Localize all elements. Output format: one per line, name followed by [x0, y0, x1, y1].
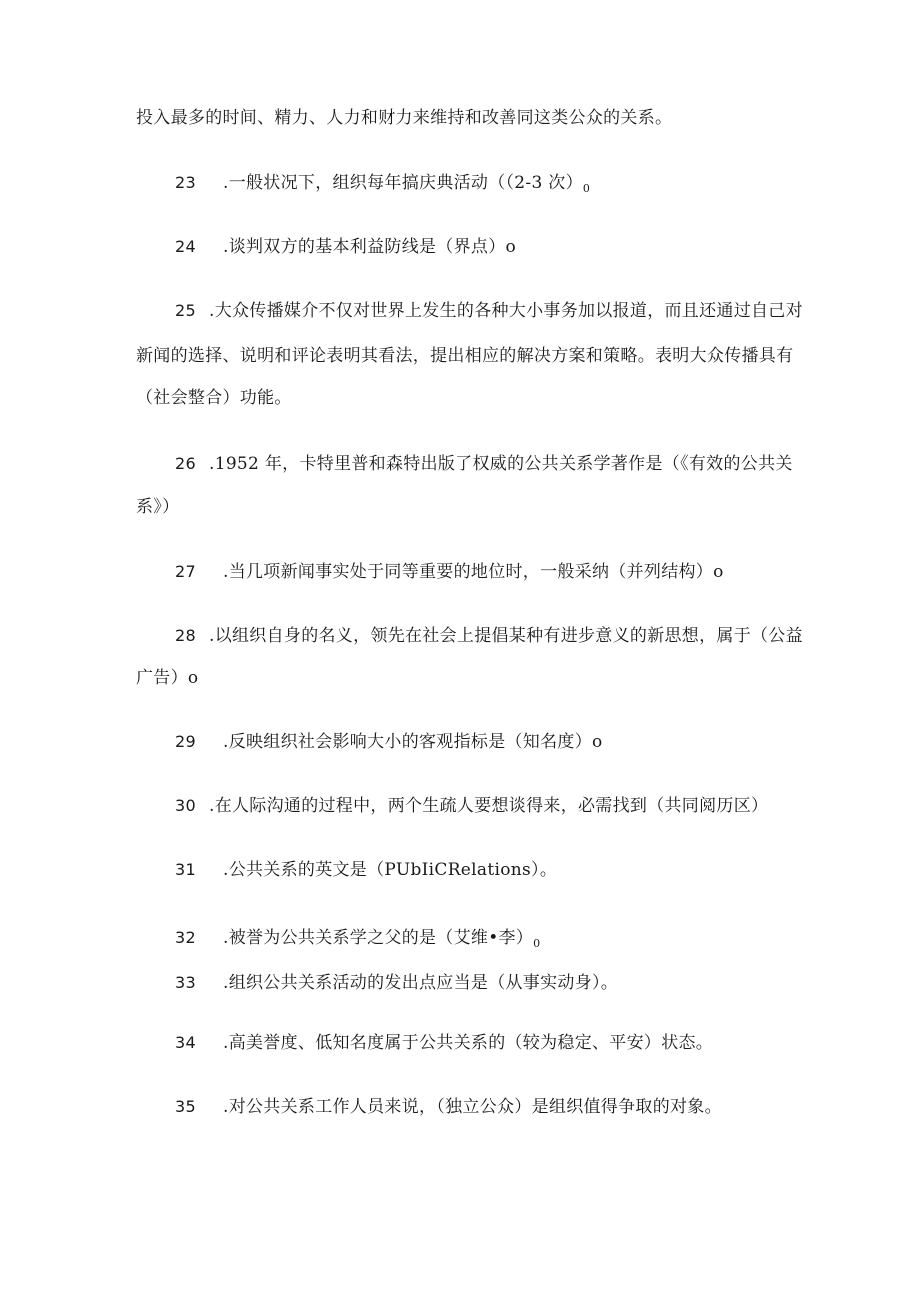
- item-text: .反映组织社会影响大小的客观指标是（知名度）o: [223, 732, 603, 752]
- item-35: [175, 1096, 835, 1118]
- item-text: .高美誉度、低知名度属于公共关系的（较为稳定、平安）状态。: [223, 1033, 714, 1053]
- item-number: 29: [175, 732, 196, 751]
- item-28: [175, 625, 835, 647]
- item-text: .在人际沟通的过程中，两个生疏人要想谈得来，必需找到（共同阅历区）: [209, 796, 769, 816]
- item-26-line-2: 系》）: [136, 497, 180, 517]
- item-number: 35: [175, 1097, 196, 1116]
- item-number: 33: [175, 973, 196, 992]
- item-30: [175, 795, 835, 817]
- item-number: 34: [175, 1033, 196, 1052]
- item-23: [175, 172, 835, 200]
- item-text: .以组织自身的名义，领先在社会上提倡某种有进步意义的新思想，属于（公益: [209, 626, 803, 646]
- item-27: [175, 561, 835, 583]
- item-26: [175, 453, 835, 475]
- item-29: [175, 731, 835, 753]
- item-text: .一般状况下，组织每年搞庆典活动（（2-3 次）: [223, 173, 583, 193]
- item-text: .大众传播媒介不仅对世界上发生的各种大小事务加以报道，而且还通过自己对: [209, 301, 803, 321]
- item-text: .公共关系的英文是（PUbIiCRelations）。: [223, 860, 558, 880]
- item-text: .1952 年，卡特里普和森特出版了权威的公共关系学著作是（《有效的公共关: [209, 454, 793, 474]
- item-31: [175, 859, 835, 881]
- item-28-line-2: 广告）o: [136, 668, 199, 688]
- item-tail: 0: [582, 182, 591, 195]
- item-number: 30: [175, 796, 196, 815]
- item-24: [175, 236, 835, 258]
- item-tail: 0: [533, 937, 541, 950]
- item-25: [175, 300, 835, 322]
- item-number: 26: [175, 454, 196, 473]
- item-text: .组织公共关系活动的发出点应当是（从事实动身）。: [223, 973, 619, 993]
- item-number: 25: [175, 301, 196, 320]
- item-number: 27: [175, 562, 196, 581]
- item-25-line-3: （社会整合）功能。: [136, 388, 292, 408]
- item-text: .当几项新闻事实处于同等重要的地位时，一般采纳（并列结构）o: [223, 562, 724, 582]
- item-text: .被誉为公共关系学之父的是（艾维•李）: [223, 928, 534, 948]
- item-number: 28: [175, 626, 196, 645]
- item-number: 24: [175, 237, 196, 256]
- item-number: 32: [175, 928, 196, 947]
- item-32: [175, 927, 835, 955]
- item-text: .谈判双方的基本利益防线是（界点）o: [223, 237, 517, 257]
- item-33: [175, 972, 835, 994]
- item-number: 31: [175, 860, 196, 879]
- item-number: 23: [175, 173, 196, 192]
- item-text: .对公共关系工作人员来说，（独立公众）是组织值得争取的对象。: [223, 1097, 722, 1117]
- item-25-line-2: 新闻的选择、说明和评论表明其看法，提出相应的解决方案和策略。表明大众传播具有: [136, 346, 794, 366]
- intro-line: 投入最多的时间、精力、人力和财力来维持和改善同这类公众的关系。: [136, 108, 673, 128]
- item-34: [175, 1032, 835, 1054]
